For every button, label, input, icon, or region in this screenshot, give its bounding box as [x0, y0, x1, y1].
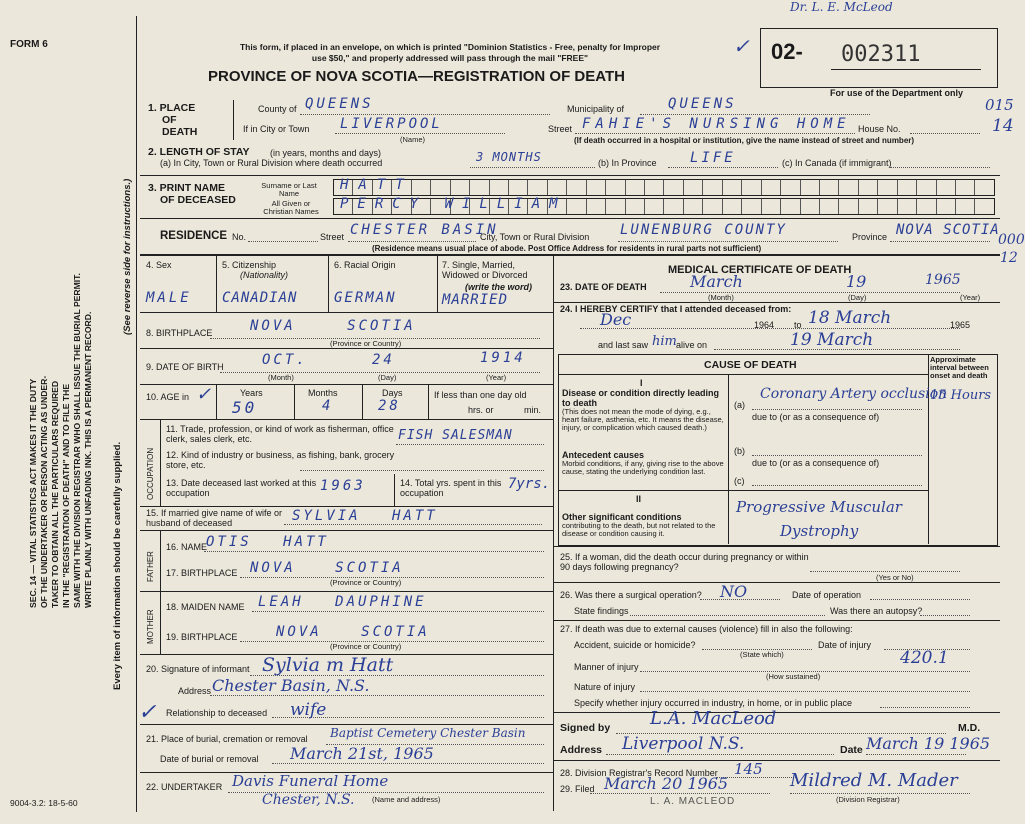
- name-caption: (Name): [400, 135, 426, 144]
- dept-code-4: 12: [1000, 250, 1018, 266]
- dept-code-1: 015: [985, 96, 1014, 114]
- surname-grid: [333, 179, 995, 196]
- manner-label: Manner of injury: [574, 662, 639, 672]
- informant-sig-label: 20. Signature of informant: [146, 664, 250, 674]
- residence-note: (Residence means usual place of abode. Post Office Address for residents in rural parts not sufficient): [372, 244, 762, 253]
- street-label: Street: [548, 124, 573, 134]
- sex-label: 4. Sex: [146, 260, 172, 270]
- dob-day: 24: [372, 352, 395, 368]
- q28-label: 28. Division Registrar's Record Number: [560, 768, 718, 778]
- relationship-label: Relationship to deceased: [166, 708, 268, 718]
- nature-label: Nature of injury: [574, 682, 636, 692]
- s1-label: [148, 102, 197, 138]
- street-value: FAHIE'S NURSING HOME: [582, 116, 851, 132]
- due-to-1: due to (or as a consequence of): [752, 412, 880, 422]
- marital-value: MARRIED: [442, 292, 509, 308]
- hospital-note: (If death occurred in a hospital or institution, give the name instead of street and number): [574, 136, 915, 145]
- residence-province-value: NOVA SCOTIA: [896, 222, 1000, 238]
- municipality-value: QUEENS: [668, 96, 737, 112]
- q25-label: 25. If a woman, did the death occur during pregnancy or within 90 days following pregnancy?: [560, 552, 809, 572]
- state-which: (State which): [740, 650, 784, 659]
- q11-label: 11. Trade, profession, or kind of work as fisherman, office clerk, sales clerk, etc.: [166, 424, 394, 444]
- registrar-signature: Mildred M. Mader: [790, 770, 958, 791]
- roman-1: I: [640, 378, 643, 388]
- mother-maiden-label: 18. MAIDEN NAME: [166, 602, 245, 612]
- last-saw-date: 19 March: [790, 330, 874, 350]
- age-years: 50: [232, 398, 258, 417]
- dob-day-cap: (Day): [378, 373, 397, 382]
- racial-value: GERMAN: [334, 290, 397, 306]
- side-line-3: TAKER TO OBTAIN ALL THE PARTICULARS REQUIRED: [50, 380, 60, 608]
- alive-on: alive on: [676, 340, 708, 350]
- mail-note-line-2: use $50," and properly addressed will pass through the mail "FREE": [311, 53, 589, 63]
- sex-value: MALE: [146, 290, 192, 306]
- dob-month-cap: (Month): [268, 373, 294, 382]
- q28-value: 145: [734, 760, 763, 778]
- death-day-cap: (Day): [848, 293, 867, 302]
- city-value: LIVERPOOL: [340, 116, 443, 132]
- undertaker-caption: (Name and address): [372, 795, 441, 804]
- stamp: L. A. MACLEOD: [650, 796, 736, 807]
- years-label: Years: [240, 388, 263, 398]
- s2-a-label: (a) In City, Town or Rural Division where death occurred: [160, 158, 383, 168]
- from-month: Dec: [600, 310, 632, 329]
- accident-label: Accident, suicide or homicide?: [574, 640, 696, 650]
- citizenship-sub: (Nationality): [240, 270, 289, 280]
- op-date-label: Date of operation: [792, 590, 862, 600]
- death-year-cap: (Year): [960, 293, 981, 302]
- father-side: FATHER: [146, 551, 155, 582]
- burial-place: Baptist Cemetery Chester Basin: [330, 726, 526, 740]
- autopsy-label: Was there an autopsy?: [830, 606, 923, 616]
- a-value: Coronary Artery occlusion: [760, 386, 948, 402]
- age-tick: ✓: [196, 384, 212, 405]
- filed-date: March 20 1965: [604, 774, 729, 793]
- findings-label: State findings: [574, 606, 629, 616]
- undertaker-value-2: Chester, N.S.: [262, 792, 355, 808]
- registration-number-box: [760, 28, 998, 88]
- registrar-caption: (Division Registrar): [836, 795, 900, 804]
- mother-birthplace: NOVA SCOTIA: [276, 624, 430, 640]
- mail-note-line-1: This form, if placed in an envelope, on which is printed "Dominion Statistics - Free, penalty for Improper: [239, 42, 661, 52]
- a-label: (a): [734, 400, 745, 410]
- side-line-1: SEC. 14 — VITAL STATISTICS ACT MAKES IT THE DUTY: [28, 378, 38, 608]
- residence-street-label: Street: [320, 232, 345, 242]
- age-days: 28: [378, 398, 401, 414]
- med-date-label: Date: [840, 744, 863, 756]
- side-line-2: OF THE UNDERTAKER OR PERSON ACTING AS UNDER-: [39, 375, 49, 608]
- due-to-2: due to (or as a consequence of): [752, 458, 880, 468]
- death-month-cap: (Month): [708, 293, 734, 302]
- informant-address-label: Address: [178, 686, 212, 696]
- s2-c-label: (c) In Canada (if immigrant): [782, 158, 892, 168]
- reg-number: 002311: [841, 42, 921, 67]
- side-line-6: WRITE PLAINLY WITH UNFADING INK. THIS IS A PERMANENT RECORD.: [83, 311, 93, 608]
- residence-street-value: CHESTER BASIN: [350, 222, 499, 238]
- b-label: (b): [734, 446, 745, 456]
- injury-date-label: Date of injury: [818, 640, 872, 650]
- antecedent-label: Antecedent causes: [562, 450, 645, 460]
- citizenship-label: 5. Citizenship: [222, 260, 277, 270]
- father-birthplace: NOVA SCOTIA: [250, 560, 404, 576]
- last-saw-him: him: [652, 334, 677, 349]
- to-word: to: [794, 320, 802, 330]
- roman-2: II: [636, 494, 642, 504]
- occupation-side: OCCUPATION: [146, 447, 155, 500]
- burial-date-label: Date of burial or removal: [160, 754, 259, 764]
- marital-sub: (write the word): [465, 282, 532, 292]
- birthplace-label: 8. BIRTHPLACE: [146, 328, 213, 338]
- s2-a-value: 3 MONTHS: [476, 150, 542, 164]
- father-name: OTIS HATT: [206, 534, 329, 550]
- marital-label: 7. Single, Married, Widowed or Divorced: [442, 260, 528, 280]
- father-name-label: 16. NAME: [166, 542, 208, 552]
- q26-label: 26. Was there a surgical operation?: [560, 590, 702, 600]
- q13-value: 1963: [320, 478, 366, 494]
- to-year: 1965: [950, 320, 971, 330]
- q11-value: FISH SALESMAN: [398, 428, 513, 443]
- q14-label: 14. Total yrs. spent in this occupation: [400, 478, 502, 498]
- s1-label-3: DEATH: [162, 126, 198, 138]
- spouse-value: SYLVIA HATT: [292, 508, 438, 524]
- s2-sub: (in years, months and days): [270, 148, 382, 158]
- dob-month: OCT.: [262, 352, 308, 368]
- a-interval: 15 Hours: [930, 388, 992, 403]
- spouse-label: 15. If married give name of wife or husband of deceased: [146, 508, 283, 528]
- racial-label: 6. Racial Origin: [334, 260, 396, 270]
- county-label: County of: [258, 104, 297, 114]
- how-sustained: (How sustained): [766, 672, 821, 681]
- side-note-careful: Every item of information should be carefully supplied.: [112, 441, 123, 690]
- citizenship-value: CANADIAN: [222, 290, 298, 306]
- undertaker-label: 22. UNDERTAKER: [146, 782, 223, 792]
- residence-label: RESIDENCE: [160, 230, 228, 242]
- q29-label: 29. Filed: [560, 784, 595, 794]
- q27-label: 27. If death was due to external causes (violence) fill in also the following:: [560, 624, 853, 634]
- form-id: FORM 6: [10, 39, 48, 50]
- side-line-5: SAME WITH THE DIVISION REGISTRAR WHO SHALL ISSUE THE BURIAL PERMIT.: [72, 273, 82, 608]
- house-label: House No.: [858, 124, 901, 134]
- yes-no: (Yes or No): [876, 573, 914, 582]
- surname-label: Surname or Last Name: [261, 181, 317, 198]
- med-date: March 19 1965: [866, 734, 991, 753]
- father-birthplace-label: 17. BIRTHPLACE: [166, 568, 238, 578]
- form-title: PROVINCE OF NOVA SCOTIA—REGISTRATION OF DEATH: [208, 68, 625, 85]
- s2-label: 2. LENGTH OF STAY: [148, 146, 250, 158]
- municipality-label: Municipality of: [567, 104, 625, 114]
- other-value-1: Progressive Muscular: [736, 498, 902, 516]
- q23-label: 23. DATE OF DEATH: [560, 282, 647, 292]
- father-caption: (Province or Country): [330, 578, 402, 587]
- med-address-label: Address: [560, 744, 603, 756]
- q26-value: NO: [720, 582, 748, 601]
- city-label: If in City or Town: [243, 124, 310, 134]
- disease-label: Disease or condition directly leading to death: [562, 388, 720, 408]
- undertaker-value: Davis Funeral Home: [232, 772, 389, 790]
- md-label: M.D.: [958, 722, 981, 734]
- s3-label-1: 3. PRINT NAME: [148, 182, 226, 194]
- side-note-reverse: (See reverse side for instructions.): [122, 178, 133, 335]
- side-line-4: IN THE "REGISTRATION OF DEATH" AND TO FILE THE: [61, 383, 71, 608]
- antecedent-note: Morbid conditions, if any, giving rise to the above cause, stating the underlying condition last.: [562, 459, 724, 476]
- dept-code-3: 000: [998, 232, 1025, 248]
- last-saw-label: and last saw: [598, 340, 649, 350]
- other-note: contributing to the death, but not related to the disease or condition causing it.: [562, 521, 716, 538]
- s1-label-2: OF: [162, 114, 177, 126]
- hrs-label: hrs. or: [468, 405, 494, 415]
- signed-value: L.A. MacLeod: [650, 708, 777, 729]
- medical-heading: MEDICAL CERTIFICATE OF DEATH: [668, 264, 852, 276]
- mother-birthplace-label: 19. BIRTHPLACE: [166, 632, 238, 642]
- age-months: 4: [322, 398, 334, 414]
- months-label: Months: [308, 388, 338, 398]
- s2-b-label: (b) In Province: [598, 158, 657, 168]
- other-label: Other significant conditions: [562, 512, 682, 522]
- q13-label: 13. Date deceased last worked at this occupation: [166, 478, 317, 498]
- cause-heading: CAUSE OF DEATH: [704, 359, 797, 371]
- disease-note: (This does not mean the mode of dying, e.g., heart failure, asthenia, etc. It means the disease, injury, or complication which caused death.): [562, 407, 724, 432]
- s2-b-value: LIFE: [690, 150, 736, 166]
- residence-province-label: Province: [852, 232, 888, 242]
- mother-caption: (Province or Country): [330, 642, 402, 651]
- specify-label: Specify whether injury occurred in industry, in home, or in public place: [574, 698, 852, 708]
- s3-label: [148, 182, 236, 206]
- form-code: 9004-3.2: 18-5-60: [10, 798, 78, 808]
- reg-prefix: 02-: [771, 39, 803, 64]
- med-address: Liverpool N.S.: [622, 734, 745, 754]
- dept-use: For use of the Department only: [830, 88, 964, 98]
- q14-value: 7yrs.: [508, 476, 551, 492]
- burial-place-label: 21. Place of burial, cremation or removal: [146, 734, 308, 744]
- from-year: 1964: [754, 320, 775, 330]
- mother-side: MOTHER: [146, 609, 155, 644]
- q24-label: 24. I HEREBY CERTIFY that I attended deceased from:: [560, 304, 792, 314]
- margin-tick: ✓: [138, 700, 157, 725]
- relationship-value: wife: [290, 700, 327, 720]
- mail-note: [200, 42, 700, 64]
- c-label: (c): [734, 476, 745, 486]
- q12-label: 12. Kind of industry or business, as fishing, bank, grocery store, etc.: [166, 450, 395, 470]
- s1-label-1: 1. PLACE: [148, 102, 196, 114]
- min-label: min.: [524, 405, 542, 415]
- death-month: March: [690, 272, 743, 291]
- days-label: Days: [382, 388, 403, 398]
- given-value: PERCY WILLIAM: [340, 196, 567, 212]
- s3-label-2: OF DECEASED: [160, 194, 236, 206]
- county-value: QUEENS: [305, 96, 374, 112]
- dob-year: 1914: [480, 350, 526, 366]
- birthplace-caption: (Province or Country): [330, 339, 402, 348]
- residence-no-label: No.: [232, 232, 247, 242]
- residence-town-value: LUNENBURG COUNTY: [620, 222, 787, 238]
- other-value-2: Dystrophy: [780, 522, 859, 540]
- mother-maiden: LEAH DAUPHINE: [258, 594, 427, 610]
- burial-date: March 21st, 1965: [290, 744, 434, 763]
- signed-label: Signed by: [560, 722, 611, 734]
- top-note: Dr. L. E. McLeod: [790, 0, 893, 14]
- tick-mark: ✓: [733, 34, 750, 58]
- birthplace-value: NOVA SCOTIA: [250, 318, 416, 334]
- dob-label: 9. DATE OF BIRTH: [146, 362, 224, 372]
- dob-year-cap: (Year): [486, 373, 507, 382]
- residence-town-label: City, Town or Rural Division: [480, 232, 590, 242]
- given-label: All Given or Christian Names: [263, 199, 319, 216]
- death-day: 19: [846, 272, 867, 291]
- to-date: 18 March: [808, 308, 892, 328]
- age-label: 10. AGE in: [146, 392, 190, 402]
- dept-code-2: 14: [992, 116, 1014, 136]
- death-year: 1965: [925, 272, 961, 288]
- side-instructions: [28, 273, 94, 608]
- informant-address: Chester Basin, N.S.: [212, 676, 370, 695]
- informant-signature: Sylvia m Hatt: [262, 654, 394, 676]
- under-day-label: If less than one day old: [434, 390, 527, 400]
- approx-interval: Approximate interval between onset and death: [930, 355, 989, 380]
- surname-value: HATT: [340, 177, 414, 193]
- code-value: 420.1: [900, 648, 949, 668]
